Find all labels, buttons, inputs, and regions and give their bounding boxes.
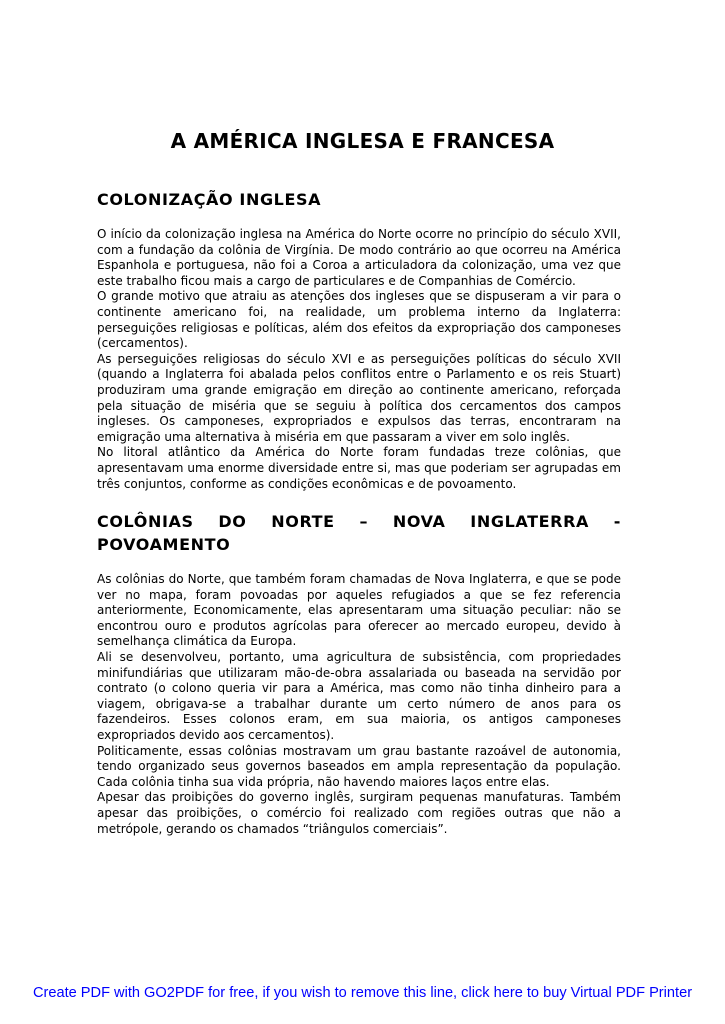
document-body: [97, 188, 621, 837]
paragraph: Ali se desenvolveu, portanto, uma agricultura de subsistência, com propriedades minifundiárias que utilizaram mão-de-obra assalariada ou baseada na servidão por contrato (o colono queria vir para a América, mas como não tinha dinheiro para a viagem, obrigava-se a trabalhar durante um certo número de anos para os fazendeiros. Esses colonos eram, em sua maioria, os antigos camponeses expropriados devido aos cercamentos).: [97, 650, 621, 743]
paragraph: Apesar das proibições do governo inglês, surgiram pequenas manufaturas. Também apesar das proibições, o comércio foi realizado com regiões outras que não a metrópole, gerando os chamados “triângulos comerciais”.: [97, 790, 621, 836]
page-title: A AMÉRICA INGLESA E FRANCESA: [170, 129, 555, 153]
paragraph: Politicamente, essas colônias mostravam um grau bastante razoável de autonomia, tendo organizado seus governos baseados em ampla representação da população. Cada colônia tinha sua vida própria, não havendo maiores laços entre elas.: [97, 743, 621, 789]
paragraph: O grande motivo que atraiu as atenções dos ingleses que se dispuseram a vir para o continente americano foi, na realidade, um problema interno da Inglaterra: perseguições religiosas e políticas, além dos efeitos da expropriação dos camponeses (cercamentos).: [97, 289, 621, 351]
paragraph: O início da colonização inglesa na América do Norte ocorre no princípio do século XVII, com a fundação da colônia de Virgínia. De modo contrário ao que ocorreu na América Espanhola e portuguesa, não foi a Coroa a articuladora da colonização, uma vez que este trabalho ficou mais a cargo de particulares e de Companhias de Comércio.: [97, 227, 621, 288]
section-spacer: [97, 492, 621, 510]
section-colonizacao-inglesa: [97, 188, 621, 492]
section-heading: COLONIZAÇÃO INGLESA: [97, 190, 322, 209]
section-heading: COLÔNIAS DO NORTE – NOVA INGLATERRA - POVOAMENTO: [97, 512, 621, 555]
paragraph: As colônias do Norte, que também foram chamadas de Nova Inglaterra, e que se pode ver no mapa, foram povoadas por aqueles refugiados a que se fez referencia anteriormente, Economicamente, elas apresentaram uma situação peculiar: não se encontrou ouro e produtos agrícolas para oferecer ao mercado europeu, devido à semelhança climática da Europa.: [97, 572, 621, 649]
paragraph: No litoral atlântico da América do Norte foram fundadas treze colônias, que apresentavam uma enorme diversidade entre si, mas que poderiam ser agrupadas em três conjuntos, conforme as condições econômicas e de povoamento.: [97, 445, 621, 491]
section-body: [97, 227, 621, 492]
section-body: [97, 572, 621, 837]
buy-pdf-printer-link[interactable]: Create PDF with GO2PDF for free, if you wish to remove this line, click here to buy Virtual PDF Printer: [32, 985, 693, 1001]
paragraph: As perseguições religiosas do século XVI e as perseguições políticas do século XVII (quando a Inglaterra foi abalada pelos conflitos entre o Parlamento e os reis Stuart) produziram uma grande emigração em direção ao continente americano, reforçada pela situação de miséria que se seguiu à política dos cercamentos dos campos ingleses. Os camponeses, expropriados e expulsos das terras, encontraram na emigração uma alternativa à miséria em que passaram a viver em solo inglês.: [97, 351, 621, 444]
section-colonias-do-norte: [97, 510, 621, 837]
